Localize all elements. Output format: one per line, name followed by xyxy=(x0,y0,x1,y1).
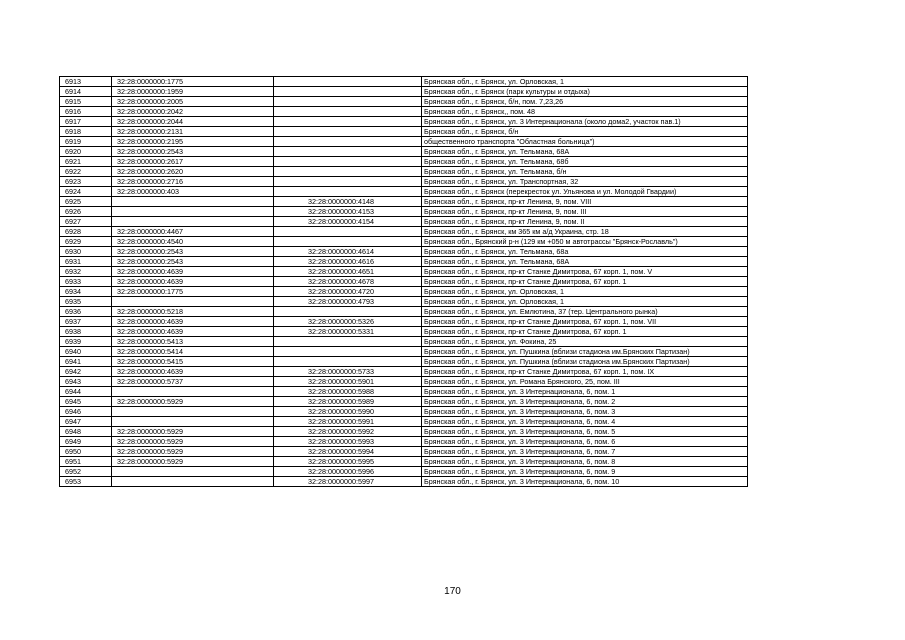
object-cadastral-number-cell xyxy=(274,157,422,167)
cadastral-number-cell: 32:28:0000000:5929 xyxy=(112,437,274,447)
object-cadastral-number-cell xyxy=(274,77,422,87)
table-row xyxy=(60,97,748,107)
row-number-cell: 6931 xyxy=(60,257,112,267)
cadastral-number-cell: 32:28:0000000:5413 xyxy=(112,337,274,347)
table-row xyxy=(60,477,748,487)
row-number-cell: 6927 xyxy=(60,217,112,227)
row-number-cell: 6952 xyxy=(60,467,112,477)
address-cell: Брянская обл., г. Брянск, ул. Орловская, 1 xyxy=(422,287,748,297)
object-cadastral-number-cell: 32:28:0000000:4148 xyxy=(274,197,422,207)
table-row xyxy=(60,187,748,197)
object-cadastral-number-cell xyxy=(274,87,422,97)
address-cell: Брянская обл., г. Брянск, ул. Романа Брянского, 25, пом. III xyxy=(422,377,748,387)
address-cell: Брянская обл., г. Брянск, пр-кт Станке Димитрова, 67 корп. 1 xyxy=(422,327,748,337)
row-number-cell: 6935 xyxy=(60,297,112,307)
object-cadastral-number-cell xyxy=(274,117,422,127)
table-row xyxy=(60,167,748,177)
cadastral-number-cell: 32:28:0000000:5218 xyxy=(112,307,274,317)
object-cadastral-number-cell: 32:28:0000000:5990 xyxy=(274,407,422,417)
cadastral-number-cell: 32:28:0000000:2716 xyxy=(112,177,274,187)
row-number-cell: 6933 xyxy=(60,277,112,287)
object-cadastral-number-cell: 32:28:0000000:5988 xyxy=(274,387,422,397)
row-number-cell: 6922 xyxy=(60,167,112,177)
cadastral-number-cell: 32:28:0000000:1775 xyxy=(112,287,274,297)
cadastral-number-cell: 32:28:0000000:2131 xyxy=(112,127,274,137)
object-cadastral-number-cell: 32:28:0000000:5901 xyxy=(274,377,422,387)
table-row xyxy=(60,307,748,317)
table-row xyxy=(60,227,748,237)
object-cadastral-number-cell: 32:28:0000000:4154 xyxy=(274,217,422,227)
table-row xyxy=(60,397,748,407)
address-cell: Брянская обл., г. Брянск, ул. 3 Интернационала, 6, пом. 9 xyxy=(422,467,748,477)
cadastral-number-cell: 32:28:0000000:5415 xyxy=(112,357,274,367)
cadastral-number-cell xyxy=(112,197,274,207)
address-cell: Брянская обл., г. Брянск, пр-кт Станке Димитрова, 67 корп. 1, пом. IX xyxy=(422,367,748,377)
cadastral-number-cell: 32:28:0000000:4639 xyxy=(112,367,274,377)
address-cell: Брянская обл., г. Брянск, б/н, пом. 7,23,26 xyxy=(422,97,748,107)
page-number: 170 xyxy=(444,586,461,597)
object-cadastral-number-cell xyxy=(274,357,422,367)
table-row xyxy=(60,107,748,117)
object-cadastral-number-cell xyxy=(274,227,422,237)
object-cadastral-number-cell: 32:28:0000000:4720 xyxy=(274,287,422,297)
table-row xyxy=(60,237,748,247)
table-row xyxy=(60,437,748,447)
row-number-cell: 6920 xyxy=(60,147,112,157)
address-cell: Брянская обл., г. Брянск,, пом. 48 xyxy=(422,107,748,117)
address-cell: Брянская обл., Брянский р-н (129 км +050 м автотрассы "Брянск-Рославль") xyxy=(422,237,748,247)
row-number-cell: 6944 xyxy=(60,387,112,397)
object-cadastral-number-cell xyxy=(274,307,422,317)
address-cell: Брянская обл., г. Брянск, ул. 3 Интернационала, 6, пом. 1 xyxy=(422,387,748,397)
row-number-cell: 6932 xyxy=(60,267,112,277)
object-cadastral-number-cell: 32:28:0000000:5331 xyxy=(274,327,422,337)
object-cadastral-number-cell: 32:28:0000000:4616 xyxy=(274,257,422,267)
table-row xyxy=(60,467,748,477)
table-row xyxy=(60,317,748,327)
address-cell: Брянская обл., г. Брянск, пр-кт Станке Димитрова, 67 корп. 1 xyxy=(422,277,748,287)
table-row xyxy=(60,347,748,357)
object-cadastral-number-cell: 32:28:0000000:5994 xyxy=(274,447,422,457)
object-cadastral-number-cell: 32:28:0000000:5733 xyxy=(274,367,422,377)
cadastral-number-cell xyxy=(112,217,274,227)
object-cadastral-number-cell: 32:28:0000000:5989 xyxy=(274,397,422,407)
address-cell: Брянская обл., г. Брянск, пр-кт Станке Димитрова, 67 корп. 1, пом. VII xyxy=(422,317,748,327)
row-number-cell: 6924 xyxy=(60,187,112,197)
row-number-cell: 6929 xyxy=(60,237,112,247)
address-cell: Брянская обл., г. Брянск, пр-кт Станке Димитрова, 67 корп. 1, пом. V xyxy=(422,267,748,277)
address-cell: Брянская обл., г. Брянск, пр-кт Ленина, 9, пом. II xyxy=(422,217,748,227)
row-number-cell: 6939 xyxy=(60,337,112,347)
address-cell: Брянская обл., г. Брянск, ул. 3 Интернационала, 6, пом. 5 xyxy=(422,427,748,437)
address-cell: Брянская обл., г. Брянск, км 365 км а/д Украина, стр. 18 xyxy=(422,227,748,237)
object-cadastral-number-cell xyxy=(274,187,422,197)
cadastral-number-cell xyxy=(112,467,274,477)
row-number-cell: 6945 xyxy=(60,397,112,407)
cadastral-number-cell: 32:28:0000000:5929 xyxy=(112,427,274,437)
row-number-cell: 6926 xyxy=(60,207,112,217)
row-number-cell: 6913 xyxy=(60,77,112,87)
address-cell: Брянская обл., г. Брянск, пр-кт Ленина, 9, пом. III xyxy=(422,207,748,217)
cadastral-number-cell: 32:28:0000000:5737 xyxy=(112,377,274,387)
table-row xyxy=(60,177,748,187)
address-cell: Брянская обл., г. Брянск, ул. Тельмана, 68а xyxy=(422,247,748,257)
cadastral-number-cell: 32:28:0000000:5414 xyxy=(112,347,274,357)
row-number-cell: 6942 xyxy=(60,367,112,377)
row-number-cell: 6938 xyxy=(60,327,112,337)
object-cadastral-number-cell: 32:28:0000000:4651 xyxy=(274,267,422,277)
cadastral-number-cell: 32:28:0000000:4639 xyxy=(112,327,274,337)
object-cadastral-number-cell xyxy=(274,97,422,107)
address-cell: Брянская обл., г. Брянск, ул. 3 Интернационала, 6, пом. 2 xyxy=(422,397,748,407)
address-cell: Брянская обл., г. Брянск, ул. Тельмана, б/н xyxy=(422,167,748,177)
address-cell: Брянская обл., г. Брянск, ул. 3 Интернационала, 6, пом. 8 xyxy=(422,457,748,467)
table-row xyxy=(60,147,748,157)
cadastral-number-cell: 32:28:0000000:2617 xyxy=(112,157,274,167)
cadastral-number-cell: 32:28:0000000:2195 xyxy=(112,137,274,147)
table-row xyxy=(60,217,748,227)
cadastral-number-cell: 32:28:0000000:4639 xyxy=(112,317,274,327)
table-row xyxy=(60,267,748,277)
row-number-cell: 6953 xyxy=(60,477,112,487)
row-number-cell: 6941 xyxy=(60,357,112,367)
cadastral-number-cell: 32:28:0000000:2620 xyxy=(112,167,274,177)
row-number-cell: 6946 xyxy=(60,407,112,417)
row-number-cell: 6923 xyxy=(60,177,112,187)
address-cell: Брянская обл., г. Брянск, ул. Емлютина, 37 (тер. Центрального рынка) xyxy=(422,307,748,317)
object-cadastral-number-cell: 32:28:0000000:5997 xyxy=(274,477,422,487)
object-cadastral-number-cell: 32:28:0000000:4793 xyxy=(274,297,422,307)
address-cell: Брянская обл., г. Брянск, б/н xyxy=(422,127,748,137)
cadastral-number-cell: 32:28:0000000:4639 xyxy=(112,267,274,277)
address-cell: Брянская обл., г. Брянск (перекресток ул. Ульянова и ул. Молодой Гвардии) xyxy=(422,187,748,197)
address-cell: Брянская обл., г. Брянск, ул. Тельмана, 68А xyxy=(422,257,748,267)
table-row xyxy=(60,327,748,337)
object-cadastral-number-cell xyxy=(274,347,422,357)
object-cadastral-number-cell: 32:28:0000000:4678 xyxy=(274,277,422,287)
row-number-cell: 6921 xyxy=(60,157,112,167)
cadastral-number-cell xyxy=(112,417,274,427)
table-row xyxy=(60,357,748,367)
table-row xyxy=(60,447,748,457)
object-cadastral-number-cell xyxy=(274,107,422,117)
address-cell: Брянская обл., г. Брянск, ул. 3 Интернационала (около дома2, участок пав.1) xyxy=(422,117,748,127)
object-cadastral-number-cell xyxy=(274,177,422,187)
cadastral-number-cell: 32:28:0000000:5929 xyxy=(112,457,274,467)
address-cell: Брянская обл., г. Брянск, ул. Пушкина (вблизи стадиона им.Брянских Партизан) xyxy=(422,357,748,367)
row-number-cell: 6915 xyxy=(60,97,112,107)
row-number-cell: 6930 xyxy=(60,247,112,257)
row-number-cell: 6936 xyxy=(60,307,112,317)
cadastral-number-cell xyxy=(112,407,274,417)
cadastral-number-cell: 32:28:0000000:2543 xyxy=(112,147,274,157)
table-row xyxy=(60,197,748,207)
row-number-cell: 6918 xyxy=(60,127,112,137)
object-cadastral-number-cell xyxy=(274,137,422,147)
table-row xyxy=(60,287,748,297)
row-number-cell: 6934 xyxy=(60,287,112,297)
row-number-cell: 6914 xyxy=(60,87,112,97)
object-cadastral-number-cell xyxy=(274,127,422,137)
address-cell: Брянская обл., г. Брянск, ул. 3 Интернационала, 6, пом. 4 xyxy=(422,417,748,427)
object-cadastral-number-cell xyxy=(274,337,422,347)
address-cell: Брянская обл., г. Брянск, ул. Орловская, 1 xyxy=(422,77,748,87)
cadastral-number-cell: 32:28:0000000:403 xyxy=(112,187,274,197)
address-cell: Брянская обл., г. Брянск, ул. Тельмана, 68А xyxy=(422,147,748,157)
table-row xyxy=(60,427,748,437)
table-row xyxy=(60,387,748,397)
cadastral-number-cell: 32:28:0000000:4639 xyxy=(112,277,274,287)
cadastral-number-cell: 32:28:0000000:5929 xyxy=(112,447,274,457)
cadastral-number-cell: 32:28:0000000:2044 xyxy=(112,117,274,127)
address-cell: Брянская обл., г. Брянск, ул. Транспортная, 32 xyxy=(422,177,748,187)
table-row xyxy=(60,87,748,97)
cadastral-number-cell: 32:28:0000000:2543 xyxy=(112,247,274,257)
address-cell: Брянская обл., г. Брянск, ул. Орловская, 1 xyxy=(422,297,748,307)
table-row xyxy=(60,407,748,417)
cadastral-number-cell xyxy=(112,477,274,487)
row-number-cell: 6951 xyxy=(60,457,112,467)
table-row xyxy=(60,377,748,387)
row-number-cell: 6928 xyxy=(60,227,112,237)
object-cadastral-number-cell: 32:28:0000000:5991 xyxy=(274,417,422,427)
table-row xyxy=(60,157,748,167)
cadastral-number-cell: 32:28:0000000:4540 xyxy=(112,237,274,247)
object-cadastral-number-cell xyxy=(274,167,422,177)
table-row xyxy=(60,77,748,87)
address-cell: Брянская обл., г. Брянск, ул. Тельмана, 68б xyxy=(422,157,748,167)
registry-table xyxy=(59,76,748,487)
object-cadastral-number-cell xyxy=(274,237,422,247)
address-cell: Брянская обл., г. Брянск, ул. 3 Интернационала, 6, пом. 6 xyxy=(422,437,748,447)
object-cadastral-number-cell xyxy=(274,147,422,157)
address-cell: Брянская обл., г. Брянск (парк культуры и отдыха) xyxy=(422,87,748,97)
row-number-cell: 6950 xyxy=(60,447,112,457)
address-cell: Брянская обл., г. Брянск, ул. Пушкина (вблизи стадиона им.Брянских Партизан) xyxy=(422,347,748,357)
row-number-cell: 6949 xyxy=(60,437,112,447)
object-cadastral-number-cell: 32:28:0000000:5993 xyxy=(274,437,422,447)
row-number-cell: 6943 xyxy=(60,377,112,387)
table-row xyxy=(60,257,748,267)
address-cell: общественного транспорта "Областная больница") xyxy=(422,137,748,147)
address-cell: Брянская обл., г. Брянск, ул. 3 Интернационала, 6, пом. 7 xyxy=(422,447,748,457)
cadastral-number-cell: 32:28:0000000:1775 xyxy=(112,77,274,87)
address-cell: Брянская обл., г. Брянск, ул. 3 Интернационала, 6, пом. 10 xyxy=(422,477,748,487)
object-cadastral-number-cell: 32:28:0000000:5995 xyxy=(274,457,422,467)
address-cell: Брянская обл., г. Брянск, пр-кт Ленина, 9, пом. VIII xyxy=(422,197,748,207)
cadastral-number-cell xyxy=(112,207,274,217)
object-cadastral-number-cell: 32:28:0000000:4614 xyxy=(274,247,422,257)
cadastral-number-cell: 32:28:0000000:1959 xyxy=(112,87,274,97)
table-row xyxy=(60,417,748,427)
cadastral-number-cell xyxy=(112,297,274,307)
registry-table-body xyxy=(60,77,748,487)
row-number-cell: 6917 xyxy=(60,117,112,127)
row-number-cell: 6925 xyxy=(60,197,112,207)
cadastral-number-cell xyxy=(112,387,274,397)
row-number-cell: 6948 xyxy=(60,427,112,437)
object-cadastral-number-cell: 32:28:0000000:4153 xyxy=(274,207,422,217)
table-row xyxy=(60,457,748,467)
cadastral-number-cell: 32:28:0000000:5929 xyxy=(112,397,274,407)
table-row xyxy=(60,117,748,127)
table-row xyxy=(60,367,748,377)
table-row xyxy=(60,127,748,137)
row-number-cell: 6940 xyxy=(60,347,112,357)
table-row xyxy=(60,337,748,347)
address-cell: Брянская обл., г. Брянск, ул. Фокина, 25 xyxy=(422,337,748,347)
object-cadastral-number-cell: 32:28:0000000:5996 xyxy=(274,467,422,477)
address-cell: Брянская обл., г. Брянск, ул. 3 Интернационала, 6, пом. 3 xyxy=(422,407,748,417)
object-cadastral-number-cell: 32:28:0000000:5992 xyxy=(274,427,422,437)
cadastral-number-cell: 32:28:0000000:2042 xyxy=(112,107,274,117)
table-row xyxy=(60,137,748,147)
row-number-cell: 6919 xyxy=(60,137,112,147)
row-number-cell: 6947 xyxy=(60,417,112,427)
cadastral-number-cell: 32:28:0000000:2005 xyxy=(112,97,274,107)
cadastral-number-cell: 32:28:0000000:2543 xyxy=(112,257,274,267)
table-row xyxy=(60,297,748,307)
object-cadastral-number-cell: 32:28:0000000:5326 xyxy=(274,317,422,327)
table-row xyxy=(60,247,748,257)
table-row xyxy=(60,207,748,217)
row-number-cell: 6937 xyxy=(60,317,112,327)
cadastral-number-cell: 32:28:0000000:4467 xyxy=(112,227,274,237)
table-row xyxy=(60,277,748,287)
row-number-cell: 6916 xyxy=(60,107,112,117)
